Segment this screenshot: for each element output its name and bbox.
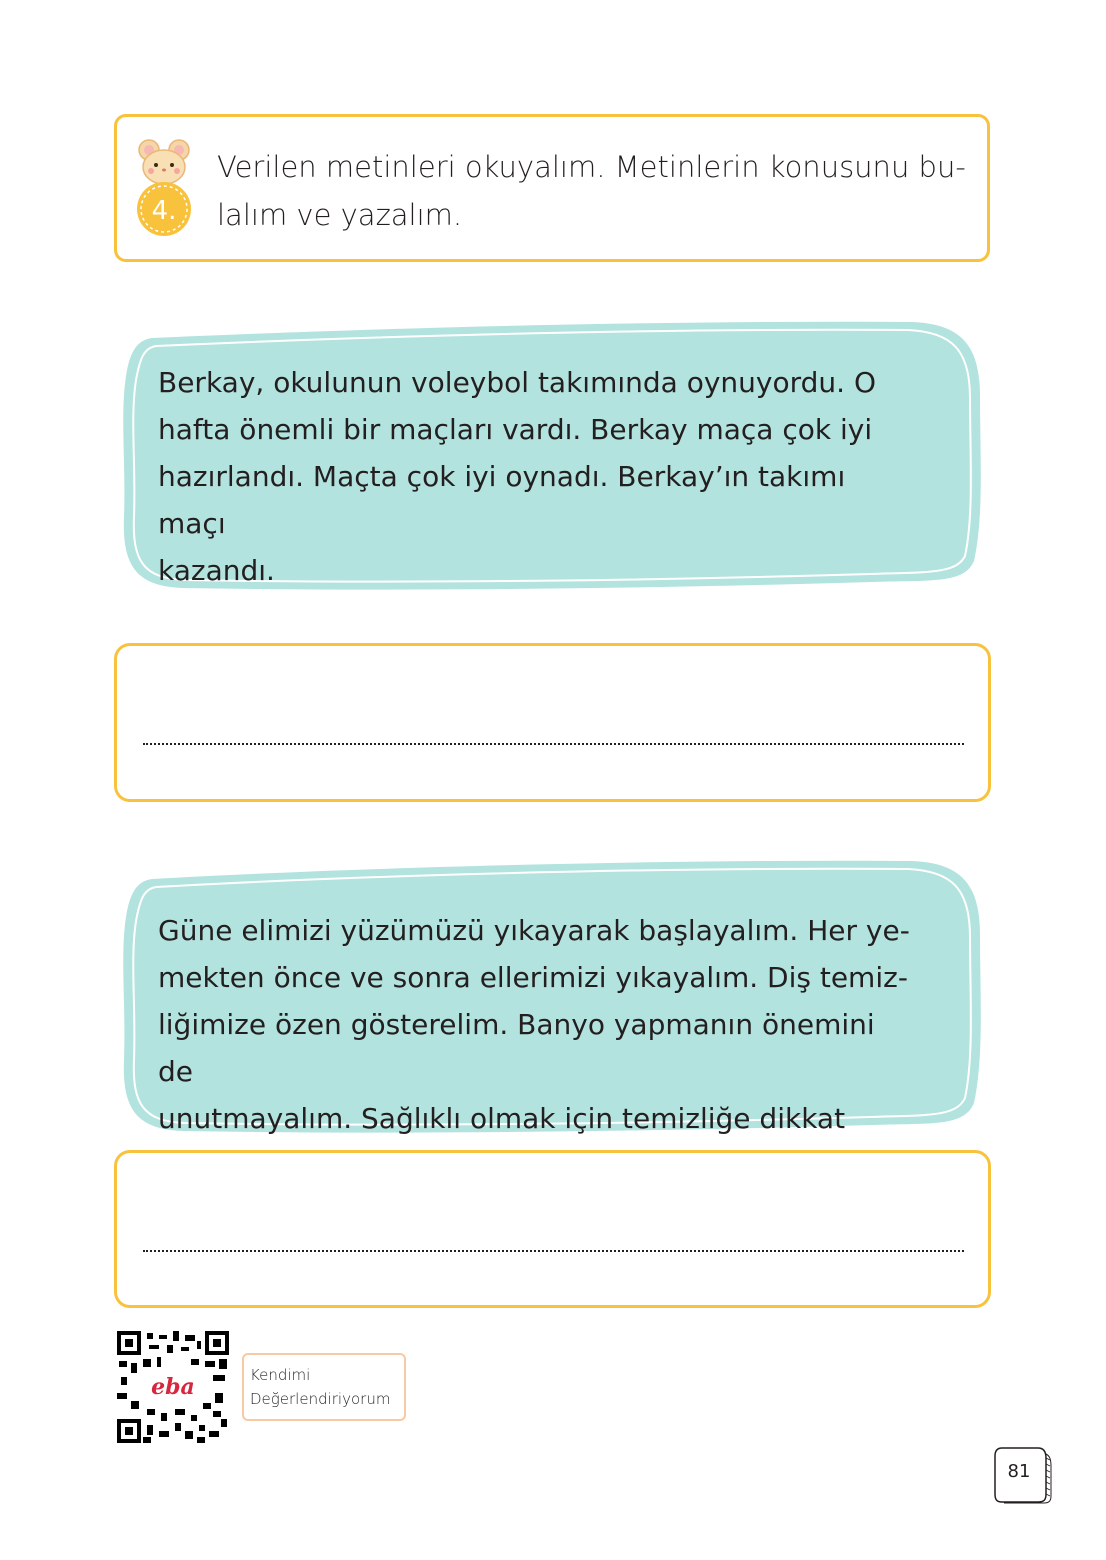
passage-1 [158,359,918,594]
answer-box-2[interactable] [114,1150,991,1308]
instruction-line: Verilen metinleri okuyalım. Metinlerin konusunu bu- [217,150,966,184]
answer-box-1[interactable] [114,643,991,802]
eba-logo: eba [151,1374,195,1400]
self-assessment-line: Kendimi [250,1366,311,1384]
answer-line[interactable] [143,743,964,745]
instruction-text [217,143,977,239]
self-assessment-line: Değerlendiriyorum [250,1390,391,1408]
page-number: 81 [1007,1461,1031,1482]
passage-2 [158,907,918,1189]
passage-line: mekten önce ve sonra ellerimizi yıkayalım. Diş temiz- [158,961,908,994]
passage-line: liğimize özen gösterelim. Banyo yapmanın önemini de [158,1008,875,1088]
mouse-mascot-icon [131,137,197,237]
eba-qr-code[interactable] [117,1331,229,1443]
instruction-line: lalım ve yazalım. [217,198,463,232]
page-number-tab [994,1446,1052,1504]
instruction-number: 4. [151,196,177,226]
passage-line: unutmayalım. Sağlıklı olmak için temizliğe dikkat [158,1102,846,1135]
passage-line: kazandı. [158,554,275,587]
passage-line: Berkay, okulunun voleybol takımında oynuyordu. O [158,366,876,399]
passage-line: Güne elimizi yüzümüzü yıkayarak başlayalım. Her ye- [158,914,910,947]
passage-line: hazırlandı. Maçta çok iyi oynadı. Berkay’ın takımı maçı [158,460,846,540]
passage-line: hafta önemli bir maçları vardı. Berkay maça çok iyi [158,413,873,446]
self-assessment-button[interactable] [242,1353,406,1421]
instruction-box [114,114,990,262]
answer-line[interactable] [143,1250,964,1252]
